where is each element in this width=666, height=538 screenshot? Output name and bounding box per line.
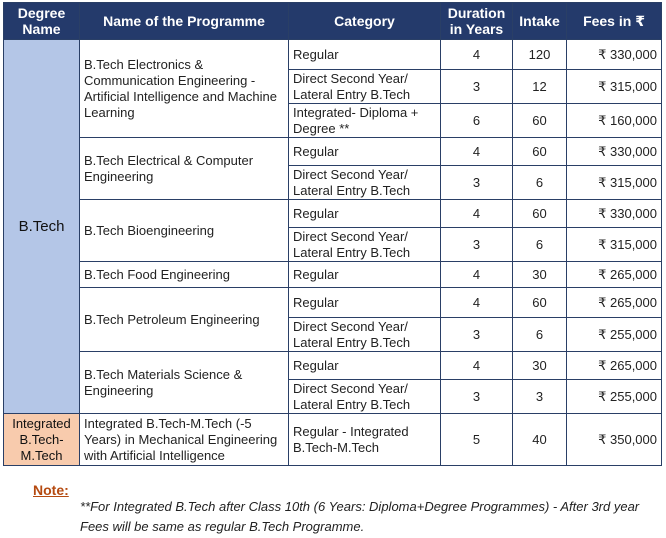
fees-cell: ₹ 315,000: [567, 228, 662, 262]
header-degree-name: Degree Name: [4, 3, 80, 40]
intake-cell: 30: [513, 262, 567, 288]
duration-cell: 4: [441, 262, 513, 288]
programme-food-engineering: B.Tech Food Engineering: [80, 262, 289, 288]
duration-cell: 4: [441, 138, 513, 166]
fees-cell: ₹ 315,000: [567, 166, 662, 200]
duration-cell: 4: [441, 200, 513, 228]
fees-cell: ₹ 330,000: [567, 138, 662, 166]
intake-cell: 3: [513, 380, 567, 414]
programme-bioengineering: B.Tech Bioengineering: [80, 200, 289, 262]
category-cell: Direct Second Year/ Lateral Entry B.Tech: [289, 228, 441, 262]
duration-cell: 3: [441, 166, 513, 200]
programme-electrical-computer: B.Tech Electrical & Computer Engineering: [80, 138, 289, 200]
category-cell: Direct Second Year/ Lateral Entry B.Tech: [289, 166, 441, 200]
table-header-row: [4, 3, 662, 40]
duration-cell: 3: [441, 318, 513, 352]
duration-cell: 3: [441, 380, 513, 414]
category-cell: Regular: [289, 262, 441, 288]
programme-integrated-mechanical: Integrated B.Tech-M.Tech (-5 Years) in Mechanical Engineering with Artificial Intelligence: [80, 414, 289, 466]
fees-cell: ₹ 265,000: [567, 288, 662, 318]
duration-cell: 6: [441, 104, 513, 138]
degree-btech: B.Tech: [4, 40, 80, 414]
programme-fees-table: [3, 2, 662, 466]
duration-cell: 4: [441, 288, 513, 318]
programme-materials-science: B.Tech Materials Science & Engineering: [80, 352, 289, 414]
duration-cell: 3: [441, 70, 513, 104]
duration-cell: 3: [441, 228, 513, 262]
duration-cell: 4: [441, 352, 513, 380]
intake-cell: 60: [513, 104, 567, 138]
header-programme-name: Name of the Programme: [80, 3, 289, 40]
intake-cell: 60: [513, 288, 567, 318]
category-cell: Regular: [289, 288, 441, 318]
note-title: Note:: [33, 482, 69, 498]
category-cell: Regular: [289, 352, 441, 380]
category-cell: Regular: [289, 200, 441, 228]
category-cell: Regular - Integrated B.Tech-M.Tech: [289, 414, 441, 466]
header-category: Category: [289, 3, 441, 40]
table-row: [4, 414, 662, 466]
header-fees: Fees in ₹: [567, 3, 662, 40]
category-cell: Direct Second Year/ Lateral Entry B.Tech: [289, 380, 441, 414]
fees-cell: ₹ 315,000: [567, 70, 662, 104]
programme-ece-aiml: B.Tech Electronics & Communication Engineering - Artificial Intelligence and Machine Learning: [80, 40, 289, 138]
table-row: [4, 40, 662, 70]
note-text: **For Integrated B.Tech after Class 10th (6 Years: Diploma+Degree Programmes) - After 3rd year Fees will be same as regular B.Tech Programme.: [80, 499, 640, 534]
category-cell: Regular: [289, 138, 441, 166]
fees-cell: ₹ 265,000: [567, 262, 662, 288]
table-row: [4, 288, 662, 318]
programme-petroleum: B.Tech Petroleum Engineering: [80, 288, 289, 352]
intake-cell: 6: [513, 228, 567, 262]
duration-cell: 4: [441, 40, 513, 70]
intake-cell: 60: [513, 200, 567, 228]
fees-cell: ₹ 160,000: [567, 104, 662, 138]
table-row: [4, 138, 662, 166]
table-row: [4, 200, 662, 228]
header-duration: Duration in Years: [441, 3, 513, 40]
table-row: [4, 262, 662, 288]
fees-cell: ₹ 255,000: [567, 380, 662, 414]
intake-cell: 60: [513, 138, 567, 166]
intake-cell: 40: [513, 414, 567, 466]
category-cell: Regular: [289, 40, 441, 70]
fees-cell: ₹ 265,000: [567, 352, 662, 380]
category-cell: Direct Second Year/ Lateral Entry B.Tech: [289, 70, 441, 104]
header-intake: Intake: [513, 3, 567, 40]
table-row: [4, 352, 662, 380]
intake-cell: 30: [513, 352, 567, 380]
intake-cell: 12: [513, 70, 567, 104]
degree-integrated: Integrated B.Tech-M.Tech: [4, 414, 80, 466]
fees-cell: ₹ 330,000: [567, 40, 662, 70]
category-cell: Direct Second Year/ Lateral Entry B.Tech: [289, 318, 441, 352]
intake-cell: 6: [513, 166, 567, 200]
intake-cell: 6: [513, 318, 567, 352]
fees-cell: ₹ 255,000: [567, 318, 662, 352]
fees-cell: ₹ 330,000: [567, 200, 662, 228]
intake-cell: 120: [513, 40, 567, 70]
fees-cell: ₹ 350,000: [567, 414, 662, 466]
duration-cell: 5: [441, 414, 513, 466]
category-cell: Integrated- Diploma + Degree **: [289, 104, 441, 138]
